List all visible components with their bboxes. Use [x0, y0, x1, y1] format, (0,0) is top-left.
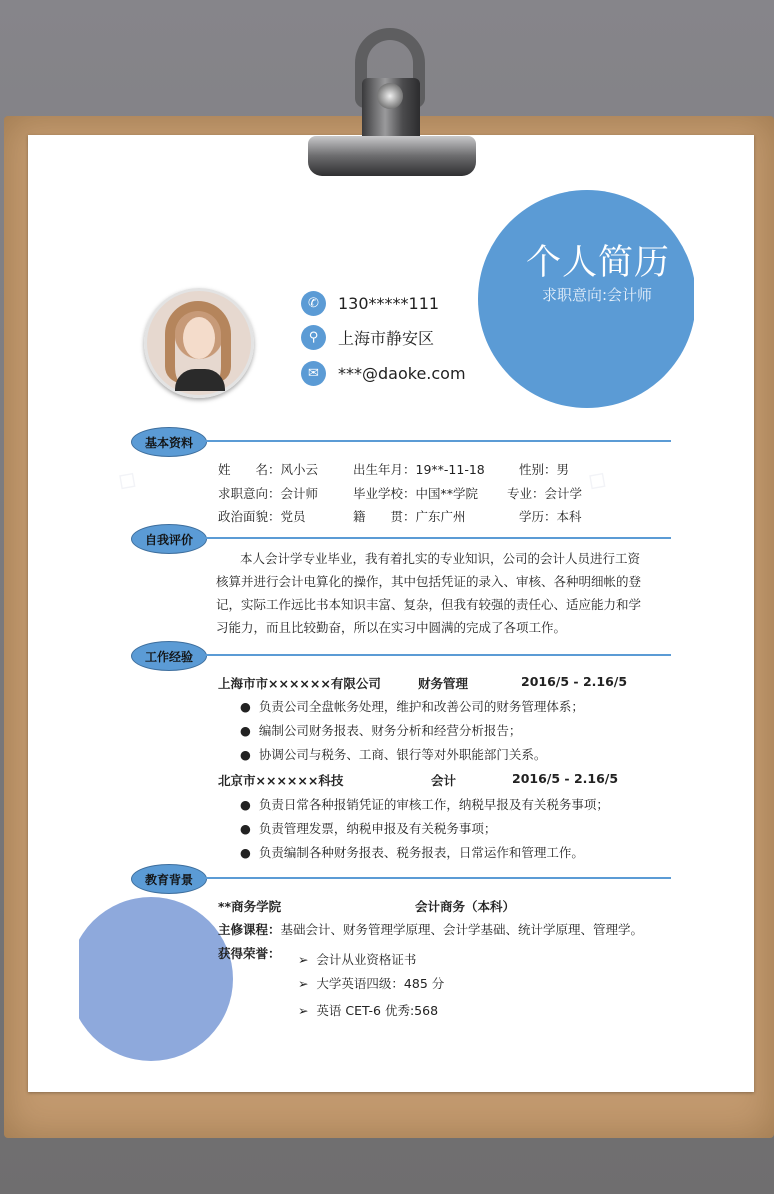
edu-honors-label: 获得荣誉： — [218, 946, 281, 961]
job1-duty: ● 负责公司全盘帐务处理，维护和改善公司的财务管理体系； — [240, 699, 584, 714]
basic-degree: 学历：本科 — [519, 509, 582, 524]
edu-courses: 主修课程：基础会计、财务管理学原理、会计学基础、统计学原理、管理学。 — [218, 922, 644, 937]
section-divider — [205, 654, 671, 656]
section-self-title: 自我评价 — [131, 524, 207, 554]
contact-email — [301, 361, 466, 386]
edu-major: 会计商务（本科） — [415, 899, 516, 914]
watermark: ◇ — [111, 461, 145, 499]
section-work-title: 工作经验 — [131, 641, 207, 671]
section-edu-title: 教育背景 — [131, 864, 207, 894]
location-icon: ⚲ — [301, 325, 326, 350]
honor-item: ➢ 英语 CET-6 优秀:568 — [298, 1003, 439, 1018]
resume-title: 个人简历 — [526, 243, 671, 283]
binder-clip — [300, 28, 478, 178]
address-text: 上海市静安区 — [338, 329, 435, 348]
job2-period: 2016/5 - 2.16/5 — [512, 771, 619, 786]
email-text: ***@daoke.com — [338, 364, 466, 383]
job1-company: 上海市市××××××有限公司 — [218, 676, 381, 691]
avatar — [144, 288, 254, 398]
self-evaluation: 本人会计学专业毕业，我有着扎实的专业知识，公司的会计人员进行工资核算并进行会计电算化的操作，其中包括凭证的录入、审核、各种明细帐的登记，实际工作远比书本知识丰富、复杂，但我有较强的责任心、适应能力和学习能力，而且比较勤奋，所以在实习中圆满的完成了各项工作。 — [216, 551, 642, 635]
section-divider — [205, 440, 671, 442]
section-divider — [205, 877, 671, 879]
job2-role: 会计 — [431, 773, 457, 788]
job1-duty: ● 编制公司财务报表、财务分析和经营分析报告； — [240, 723, 522, 738]
honor-item: ➢ 会计从业资格证书 — [298, 952, 417, 967]
job2-duty: ● 负责编制各种财务报表、税务报表，日常运作和管理工作。 — [240, 845, 584, 860]
contact-phone — [301, 291, 439, 316]
section-basic-title: 基本资料 — [131, 427, 207, 457]
section-divider — [205, 537, 671, 539]
basic-politics: 政治面貌：党员 — [218, 509, 306, 524]
phone-text: 130*****111 — [338, 294, 440, 313]
job2-duty: ● 负责管理发票，纳税申报及有关税务事项； — [240, 821, 497, 836]
job1-period: 2016/5 - 2.16/5 — [521, 674, 628, 689]
honor-item: ➢ 大学英语四级：485 分 — [298, 976, 445, 991]
resume-paper — [28, 135, 754, 1092]
basic-gender: 性别：男 — [519, 462, 570, 477]
edu-school: **商务学院 — [218, 899, 282, 914]
basic-major: 专业：会计学 — [507, 486, 583, 501]
basic-school: 毕业学校：中国**学院 — [353, 486, 479, 501]
job2-company: 北京市××××××科技 — [218, 773, 344, 788]
basic-name: 姓 名：风小云 — [218, 462, 319, 477]
job1-role: 财务管理 — [418, 676, 469, 691]
job2-duty: ● 负责日常各种报销凭证的审核工作，纳税早报及有关税务事项； — [240, 797, 609, 812]
basic-hometown: 籍 贯：广东广州 — [353, 509, 466, 524]
contact-address — [301, 325, 434, 350]
basic-birth: 出生年月：19**-11-18 — [353, 462, 485, 477]
phone-icon: ✆ — [301, 291, 326, 316]
watermark: ◇ — [581, 461, 615, 499]
email-icon: ✉ — [301, 361, 326, 386]
basic-intent: 求职意向：会计师 — [218, 486, 319, 501]
decor-circle — [79, 887, 239, 1063]
job-intent: 求职意向:会计师 — [542, 286, 653, 304]
job1-duty: ● 协调公司与税务、工商、银行等对外职能部门关系。 — [240, 747, 547, 762]
